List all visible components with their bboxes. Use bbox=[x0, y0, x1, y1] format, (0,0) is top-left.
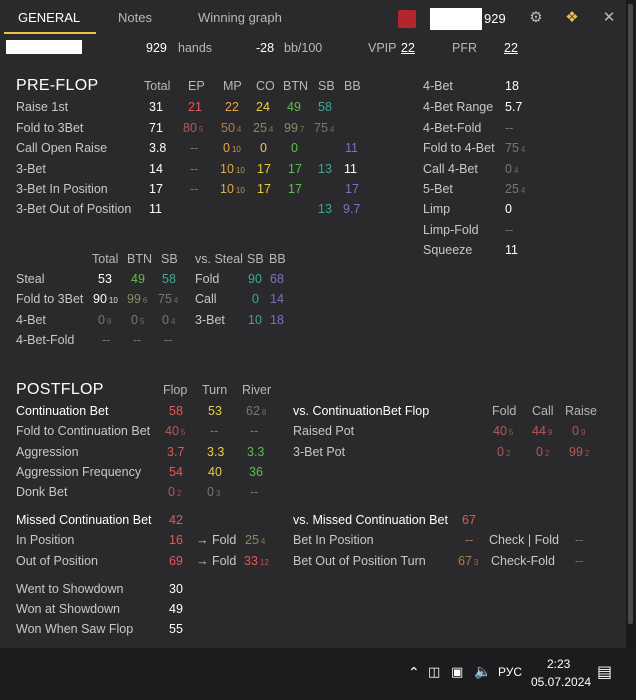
sample-size: 10 bbox=[108, 296, 118, 305]
stat-value[interactable]: 17 bbox=[288, 182, 302, 196]
active-tab-indicator bbox=[4, 32, 96, 34]
stat-value[interactable]: 3.8 bbox=[149, 141, 167, 155]
row-vs-steal-fold: Fold bbox=[195, 272, 220, 286]
stat-value: 75 bbox=[505, 141, 519, 155]
arrow-fold-label: → Fold bbox=[196, 554, 237, 568]
sample-size: 9 bbox=[580, 428, 586, 437]
sample-size: 4 bbox=[520, 186, 526, 195]
stat-value: 25 bbox=[253, 121, 267, 135]
stat-value-with-sample[interactable] bbox=[505, 140, 525, 158]
stat-value: 99 bbox=[284, 121, 298, 135]
stat-value-with-sample[interactable] bbox=[458, 553, 478, 571]
stat-value-with-sample[interactable] bbox=[572, 423, 585, 441]
stat-value: 25 bbox=[505, 182, 519, 196]
stat-value[interactable]: 17 bbox=[345, 182, 359, 196]
stat-value[interactable]: -- bbox=[250, 424, 259, 438]
col-total: Total bbox=[144, 79, 171, 93]
stat-value: 62 bbox=[246, 404, 260, 418]
stat-value[interactable]: 13 bbox=[318, 202, 332, 216]
stat-value-with-sample[interactable] bbox=[93, 291, 118, 309]
stat-value: 99 bbox=[569, 445, 583, 459]
stat-value-with-sample[interactable] bbox=[505, 161, 518, 179]
vs-cbet-flop-title: vs. ContinuationBet Flop bbox=[293, 404, 430, 418]
steal-col-sb: SB bbox=[161, 252, 178, 266]
row-bet-oop-turn: Bet Out of Position Turn bbox=[293, 554, 426, 568]
gear-icon[interactable]: ⚙ bbox=[529, 9, 543, 26]
row-4bet-fold: 4-Bet-Fold bbox=[423, 121, 482, 135]
sample-size: 4 bbox=[268, 125, 274, 134]
player-color-marker[interactable] bbox=[398, 10, 416, 28]
stat-value[interactable]: 16 bbox=[169, 533, 183, 547]
col-co: CO bbox=[256, 79, 275, 93]
sample-size: 10 bbox=[235, 166, 245, 175]
stat-value: 40 bbox=[165, 424, 179, 438]
sample-size: 4 bbox=[173, 296, 179, 305]
tab-notes[interactable]: Notes bbox=[118, 10, 152, 25]
stat-value-with-sample[interactable] bbox=[183, 120, 203, 138]
stat-value-with-sample[interactable] bbox=[493, 423, 513, 441]
stat-value-with-sample[interactable] bbox=[131, 312, 144, 330]
speaker-icon[interactable]: 🔈 bbox=[474, 663, 492, 679]
stat-value[interactable]: 18 bbox=[505, 79, 519, 93]
stat-value: 99 bbox=[127, 292, 141, 306]
vpip-value[interactable]: 22 bbox=[401, 41, 415, 55]
player-hands: 929 bbox=[146, 41, 167, 55]
stat-value[interactable]: 58 bbox=[162, 272, 176, 286]
stat-value[interactable]: 54 bbox=[169, 465, 183, 479]
stat-value: 0 bbox=[98, 313, 105, 327]
stat-value[interactable]: -- bbox=[133, 333, 142, 347]
pfr-value[interactable]: 22 bbox=[504, 41, 518, 55]
stat-value-with-sample[interactable] bbox=[532, 423, 552, 441]
row-missed-cbet-in-position: In Position bbox=[16, 533, 75, 547]
vs-steal-col-sb: SB bbox=[247, 252, 264, 266]
sample-size: 10 bbox=[231, 145, 241, 154]
chevron-up-icon[interactable]: ⌃ bbox=[408, 664, 420, 680]
stat-value: 40 bbox=[493, 424, 507, 438]
row-call-4bet: Call 4-Bet bbox=[423, 162, 478, 176]
stat-value[interactable]: 53 bbox=[98, 272, 112, 286]
stat-value[interactable]: 68 bbox=[270, 272, 284, 286]
sample-size: 4 bbox=[260, 537, 266, 546]
stat-value[interactable]: 3.3 bbox=[247, 445, 265, 459]
stat-value[interactable]: 3.7 bbox=[167, 445, 185, 459]
stat-value[interactable]: 0 bbox=[260, 141, 267, 155]
sample-size: 3 bbox=[473, 558, 479, 567]
sample-size: 4 bbox=[513, 166, 519, 175]
stat-value-with-sample[interactable] bbox=[220, 181, 245, 199]
row-check-fold-oop: Check-Fold bbox=[491, 554, 555, 568]
row-3bet: 3-Bet bbox=[16, 162, 46, 176]
stat-value[interactable]: -- bbox=[250, 485, 259, 499]
vs-cbet-col-raise: Raise bbox=[565, 404, 597, 418]
row-won-at-showdown: Won at Showdown bbox=[16, 602, 120, 616]
bb100-label: bb/100 bbox=[284, 41, 323, 55]
stat-value-with-sample[interactable] bbox=[284, 120, 304, 138]
stat-value[interactable]: 11 bbox=[344, 162, 357, 176]
vs-steal-header: vs. Steal bbox=[195, 252, 243, 266]
stat-value-with-sample[interactable] bbox=[244, 553, 269, 571]
stat-value[interactable]: 58 bbox=[169, 404, 183, 418]
stat-value[interactable]: 10 bbox=[248, 313, 262, 327]
row-call-open-raise: Call Open Raise bbox=[16, 141, 108, 155]
stat-value[interactable]: 49 bbox=[169, 602, 183, 616]
stat-value[interactable]: -- bbox=[190, 162, 199, 176]
row-steal-4bet: 4-Bet bbox=[16, 313, 46, 327]
stat-value[interactable]: 0 bbox=[252, 292, 259, 306]
row-limp: Limp bbox=[423, 202, 451, 216]
stat-value[interactable]: 17 bbox=[149, 182, 163, 196]
stat-value: 0 bbox=[505, 162, 512, 176]
preflop-title: PRE-FLOP bbox=[16, 77, 99, 94]
col-mp: MP bbox=[223, 79, 242, 93]
stat-value-with-sample[interactable] bbox=[158, 291, 178, 309]
network-icon[interactable]: ▣ bbox=[451, 664, 464, 679]
stat-value: 0 bbox=[536, 445, 543, 459]
stat-value-with-sample[interactable] bbox=[569, 444, 589, 462]
row-raise-first: Raise 1st bbox=[16, 100, 69, 114]
row-fold-to-cbet: Fold to Continuation Bet bbox=[16, 424, 151, 438]
vs-cbet-col-call: Call bbox=[532, 404, 554, 418]
sample-size: 12 bbox=[259, 558, 269, 567]
sample-size: 2 bbox=[544, 449, 550, 458]
stat-value[interactable]: -- bbox=[465, 533, 474, 547]
stat-value[interactable]: -- bbox=[190, 141, 199, 155]
stat-value-with-sample[interactable] bbox=[98, 312, 111, 330]
stat-value[interactable]: 69 bbox=[169, 554, 183, 568]
bb100-value: -28 bbox=[256, 41, 275, 55]
stat-value[interactable]: 0 bbox=[291, 141, 298, 155]
stat-value: 50 bbox=[221, 121, 235, 135]
stat-value[interactable]: 71 bbox=[149, 121, 163, 135]
steal-col-total: Total bbox=[92, 252, 119, 266]
clock-date[interactable]: 05.07.2024 bbox=[531, 675, 592, 689]
stat-value[interactable]: 17 bbox=[288, 162, 302, 176]
sample-size: 9 bbox=[547, 428, 553, 437]
stat-value: 25 bbox=[245, 533, 259, 547]
stat-value-with-sample[interactable] bbox=[220, 161, 245, 179]
row-aggression-frequency: Aggression Frequency bbox=[16, 465, 142, 479]
stat-value[interactable]: 55 bbox=[169, 622, 183, 636]
stat-value[interactable]: 31 bbox=[149, 100, 163, 114]
stat-value: 75 bbox=[158, 292, 172, 306]
row-3bet-out-of-position: 3-Bet Out of Position bbox=[16, 202, 132, 216]
stat-value: 44 bbox=[532, 424, 546, 438]
row-limp-fold: Limp-Fold bbox=[423, 223, 479, 237]
postflop-title: POSTFLOP bbox=[16, 381, 104, 398]
stat-value-with-sample[interactable] bbox=[246, 403, 266, 421]
meet-now-icon[interactable]: ◫ bbox=[428, 664, 441, 679]
row-fold-to-4bet: Fold to 4-Bet bbox=[423, 141, 495, 155]
stat-value: 67 bbox=[458, 554, 472, 568]
sample-size: 2 bbox=[584, 449, 590, 458]
row-raised-pot: Raised Pot bbox=[293, 424, 355, 438]
input-language[interactable]: РУС bbox=[498, 665, 523, 679]
stat-value-with-sample[interactable] bbox=[168, 484, 181, 502]
stat-value: 33 bbox=[244, 554, 258, 568]
col-btn: BTN bbox=[283, 79, 308, 93]
stat-value: 0 bbox=[572, 424, 579, 438]
stat-value[interactable]: -- bbox=[164, 333, 173, 347]
col-flop: Flop bbox=[163, 383, 188, 397]
sample-size: 3 bbox=[215, 489, 221, 498]
sample-size: 9 bbox=[106, 317, 112, 326]
sample-size: 10 bbox=[235, 186, 245, 195]
stat-value[interactable]: 18 bbox=[270, 313, 284, 327]
stat-value[interactable]: 17 bbox=[257, 182, 271, 196]
sample-size: 4 bbox=[170, 317, 176, 326]
row-steal: Steal bbox=[16, 272, 45, 286]
row-bet-in-position: Bet In Position bbox=[293, 533, 374, 547]
stat-value-with-sample[interactable] bbox=[253, 120, 273, 138]
row-steal-4bet-fold: 4-Bet-Fold bbox=[16, 333, 75, 347]
col-turn: Turn bbox=[202, 383, 228, 397]
stat-value[interactable]: -- bbox=[505, 223, 514, 237]
tab-general[interactable]: GENERAL bbox=[18, 10, 81, 25]
stat-value: 80 bbox=[183, 121, 197, 135]
scrollbar-thumb[interactable] bbox=[628, 4, 633, 624]
row-aggression: Aggression bbox=[16, 445, 79, 459]
tab-winning-graph[interactable]: Winning graph bbox=[198, 10, 282, 25]
stat-value[interactable]: 21 bbox=[188, 100, 202, 114]
row-vs-steal-call: Call bbox=[195, 292, 217, 306]
stat-value[interactable]: 67 bbox=[462, 513, 476, 527]
stat-value[interactable]: 13 bbox=[318, 162, 332, 176]
stat-value[interactable]: -- bbox=[102, 333, 111, 347]
sample-size: 6 bbox=[142, 296, 148, 305]
row-missed-cbet: Missed Continuation Bet bbox=[16, 513, 152, 527]
stat-value: 0 bbox=[168, 485, 175, 499]
stat-value-with-sample[interactable] bbox=[536, 444, 549, 462]
row-5bet: 5-Bet bbox=[423, 182, 453, 196]
stat-value[interactable]: 14 bbox=[270, 292, 284, 306]
stat-value[interactable]: 14 bbox=[149, 162, 163, 176]
stat-value[interactable]: 0 bbox=[505, 202, 512, 216]
stat-value: 0 bbox=[131, 313, 138, 327]
stat-value[interactable]: -- bbox=[210, 424, 219, 438]
stat-value[interactable]: 49 bbox=[131, 272, 145, 286]
row-4bet: 4-Bet bbox=[423, 79, 453, 93]
vs-missed-cbet-title: vs. Missed Continuation Bet bbox=[293, 513, 448, 527]
sample-size: 4 bbox=[329, 125, 335, 134]
stat-value: 90 bbox=[93, 292, 107, 306]
sample-size: 2 bbox=[505, 449, 511, 458]
stat-value[interactable]: -- bbox=[190, 182, 199, 196]
stat-value-with-sample[interactable] bbox=[165, 423, 185, 441]
vs-steal-col-bb: BB bbox=[269, 252, 286, 266]
stat-value[interactable]: 3.3 bbox=[207, 445, 225, 459]
player-name-redacted bbox=[430, 8, 482, 30]
stat-value: 10 bbox=[220, 162, 234, 176]
stat-value[interactable]: 53 bbox=[208, 404, 222, 418]
sample-size: 5 bbox=[508, 428, 514, 437]
stat-value-with-sample[interactable] bbox=[314, 120, 334, 138]
row-fold-to-3bet: Fold to 3Bet bbox=[16, 121, 84, 135]
stat-value-with-sample[interactable] bbox=[127, 291, 147, 309]
row-steal-fold-to-3bet: Fold to 3Bet bbox=[16, 292, 84, 306]
sample-size: 5 bbox=[139, 317, 145, 326]
titlebar bbox=[0, 0, 626, 34]
stat-value: 10 bbox=[220, 182, 234, 196]
row-3bet-pot: 3-Bet Pot bbox=[293, 445, 346, 459]
sample-size: 8 bbox=[261, 408, 267, 417]
sample-size: 2 bbox=[176, 489, 182, 498]
taskbar bbox=[0, 648, 636, 700]
pfr-label: PFR bbox=[452, 41, 477, 55]
col-bb: BB bbox=[344, 79, 361, 93]
clock-time[interactable]: 2:23 bbox=[547, 657, 571, 671]
sample-size: 7 bbox=[299, 125, 305, 134]
stat-value: 0 bbox=[162, 313, 169, 327]
arrow-fold-label: → Fold bbox=[196, 533, 237, 547]
stat-value[interactable]: 11 bbox=[149, 202, 162, 216]
sample-size: 5 bbox=[198, 125, 204, 134]
stat-value: 0 bbox=[207, 485, 214, 499]
stat-value[interactable]: 42 bbox=[169, 513, 183, 527]
hands-label: hands bbox=[178, 41, 213, 55]
pin-icon[interactable]: ❖ bbox=[565, 9, 579, 26]
stat-value[interactable]: 36 bbox=[249, 465, 263, 479]
row-3bet-in-position: 3-Bet In Position bbox=[16, 182, 108, 196]
stat-value[interactable]: 17 bbox=[257, 162, 271, 176]
col-sb: SB bbox=[318, 79, 335, 93]
row-4bet-range: 4-Bet Range bbox=[423, 100, 494, 114]
stat-value[interactable]: -- bbox=[575, 533, 584, 547]
sample-size: 4 bbox=[520, 145, 526, 154]
stat-value[interactable]: 9.7 bbox=[343, 202, 361, 216]
stat-value-with-sample[interactable] bbox=[207, 484, 220, 502]
steal-col-btn: BTN bbox=[127, 252, 152, 266]
stat-value[interactable]: 11 bbox=[505, 243, 518, 257]
col-river: River bbox=[242, 383, 272, 397]
stat-value-with-sample[interactable] bbox=[162, 312, 175, 330]
sample-size: 4 bbox=[236, 125, 242, 134]
stat-value: 0 bbox=[497, 445, 504, 459]
row-squeeze: Squeeze bbox=[423, 243, 473, 257]
notifications-icon[interactable]: ▤ bbox=[597, 664, 613, 681]
vs-cbet-col-fold: Fold bbox=[492, 404, 517, 418]
stat-value[interactable]: 30 bbox=[169, 582, 183, 596]
vpip-label: VPIP bbox=[368, 41, 397, 55]
stat-value[interactable]: 11 bbox=[345, 141, 358, 155]
row-went-to-showdown: Went to Showdown bbox=[16, 582, 124, 596]
stat-value[interactable]: 90 bbox=[248, 272, 262, 286]
col-ep: EP bbox=[188, 79, 205, 93]
stat-value-with-sample[interactable] bbox=[221, 120, 241, 138]
row-vs-steal-3bet: 3-Bet bbox=[195, 313, 225, 327]
close-icon[interactable]: ✕ bbox=[602, 9, 616, 26]
stat-value: 75 bbox=[314, 121, 328, 135]
stat-value[interactable]: 40 bbox=[208, 465, 222, 479]
row-donk-bet: Donk Bet bbox=[16, 485, 68, 499]
stat-value[interactable]: 5.7 bbox=[505, 100, 523, 114]
row-won-when-saw-flop: Won When Saw Flop bbox=[16, 622, 134, 636]
stat-value[interactable]: 49 bbox=[287, 100, 301, 114]
stat-value: 0 bbox=[223, 141, 230, 155]
sample-size: 5 bbox=[180, 428, 186, 437]
stat-value[interactable]: -- bbox=[505, 121, 514, 135]
stat-value[interactable]: -- bbox=[575, 554, 584, 568]
stat-value-with-sample[interactable] bbox=[505, 181, 525, 199]
stat-value-with-sample[interactable] bbox=[245, 532, 265, 550]
stat-value-with-sample[interactable] bbox=[223, 140, 241, 158]
row-continuation-bet: Continuation Bet bbox=[16, 404, 109, 418]
header-hands-count: 929 bbox=[484, 11, 506, 26]
stat-value[interactable]: 22 bbox=[225, 100, 239, 114]
stat-value[interactable]: 58 bbox=[318, 100, 332, 114]
player-name-field bbox=[6, 40, 82, 54]
row-missed-cbet-out-of-position: Out of Position bbox=[16, 554, 98, 568]
stat-value-with-sample[interactable] bbox=[497, 444, 510, 462]
stat-value[interactable]: 24 bbox=[256, 100, 270, 114]
row-check-fold: Check | Fold bbox=[489, 533, 559, 547]
